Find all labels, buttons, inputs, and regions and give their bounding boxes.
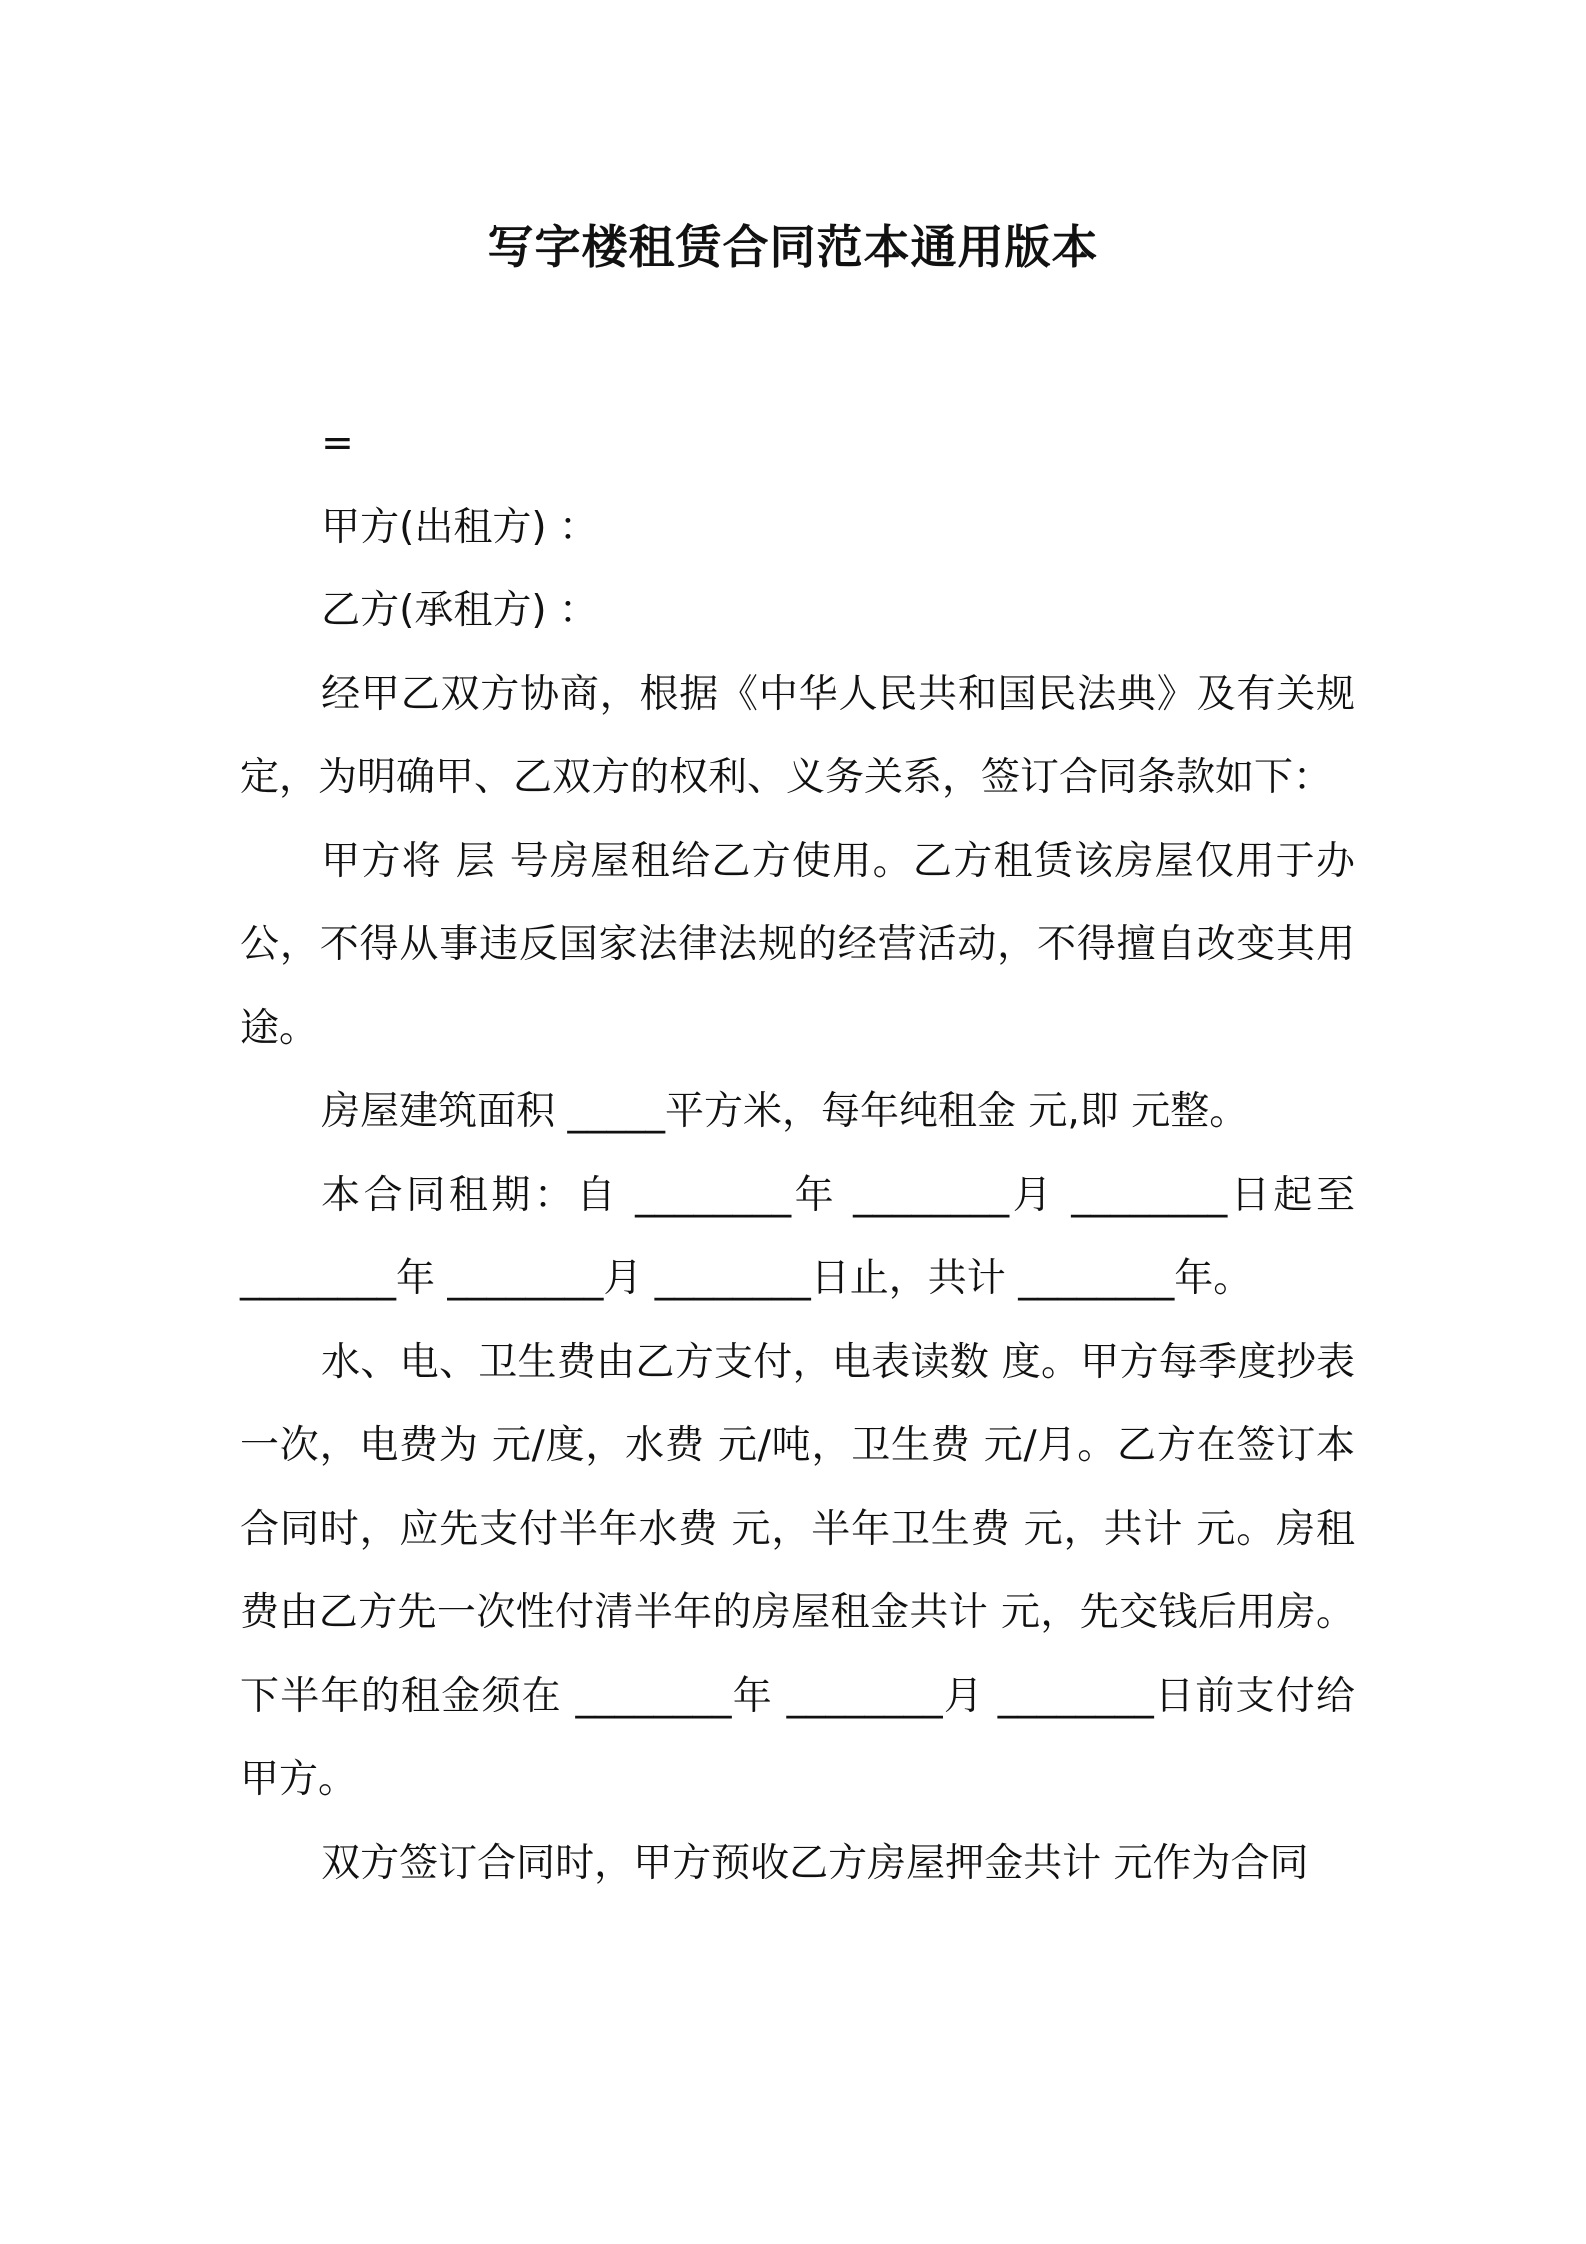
fees-payment-paragraph: 水、电、卫生费由乙方支付，电表读数 度。甲方每季度抄表一次，电费为 元/度，水费 元/吨，卫生费 元/月。乙方在签订本合同时，应先支付半年水费 元，半年卫生费 元，共计 元。房租费由乙方先一次性付清半年的房屋租金共计 元，先交钱后用房。下半年的租金须在 ________年 ________月 ________日前支付给甲方。 [240,1339,1355,1802]
preamble-paragraph: 经甲乙双方协商，根据《中华人民共和国民法典》及有关规定，为明确甲、乙双方的权利、义务关系，签订合同条款如下： [240,671,1355,800]
document-body [240,402,1368,1905]
party-a-line: 甲方(出租方) ： [321,504,598,550]
deposit-paragraph: 双方签订合同时，甲方预收乙方房屋押金共计 元作为合同 [321,1840,1309,1886]
lease-term-paragraph: 本合同租期：自 ________年 ________月 ________日起至 ________年 ________月 ________日止，共计 ________年。 [240,1172,1368,1301]
separator-mark: = [321,421,354,466]
party-b-line: 乙方(承租方) ： [321,588,598,633]
document-title: 写字楼租赁合同范本通用版本 [487,220,1099,274]
premises-use-paragraph: 甲方将 层 号房屋租给乙方使用。乙方租赁该房屋仅用于办公，不得从事违反国家法律法规的经营活动，不得擅自改变其用途。 [240,838,1355,1051]
area-rent-paragraph: 房屋建筑面积 _____平方米，每年纯租金 元,即 元整。 [321,1089,1249,1134]
